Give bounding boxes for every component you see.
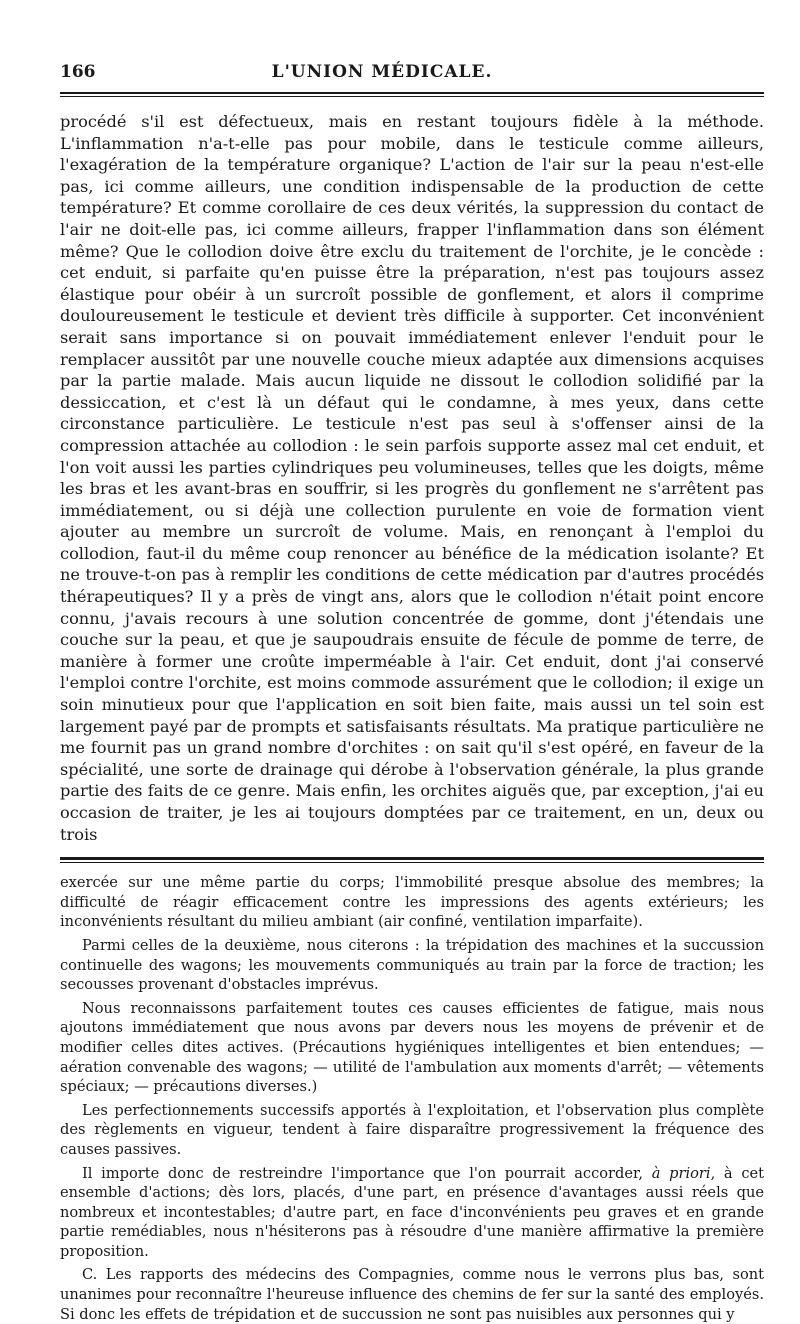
footnote-italic-text: à priori	[651, 1164, 711, 1182]
main-paragraph: procédé s'il est défectueux, mais en restant toujours fidèle à la méthode. L'inflammation n'a-t-elle pas pour mobile, dans le testicule comme ailleurs, l'exagération de la température organique? L'action de l'air sur la peau n'est-elle pas, ici comme ailleurs, une condition indispensable de la production de cette température? Et comme corollaire de ces deux vérités, la suppression du contact de l'air ne doit-elle pas, ici comme ailleurs, frapper l'inflammation dans son élément même? Que le collodion doive être exclu du traitement de l'orchite, je le concède : cet enduit, si parfaite qu'en puisse être la préparation, n'est pas toujours assez élastique pour obéir à un surcroît possible de gonflement, et alors il comprime douloureusement le testicule et devient très difficile à supporter. Cet inconvénient serait sans importance si on pouvait immédiatement enlever l'enduit pour le remplacer aussitôt par une nouvelle couche mieux adaptée aux dimensions acquises par la partie malade. Mais aucun liquide ne dissout le collodion solidifié par la dessiccation, et c'est là un défaut qui le condamne, à mes yeux, dans cette circonstance particulière. Le testicule n'est pas seul à s'offenser ainsi de la compression attachée au collodion : le sein parfois supporte assez mal cet enduit, et l'on voit aussi les parties cylindriques peu volumineuses, telles que les doigts, même les bras et les avant-bras en souffrir, si les progrès du gonflement ne s'arrêtent pas immédiatement, ou si déjà une collection purulente en voie de formation vient ajouter au membre un surcroît de volume. Mais, en renonçant à l'emploi du collodion, faut-il du même coup renoncer au bénéfice de la médication isolante? Et ne trouve-t-on pas à remplir les conditions de cette médication par d'autres procédés thérapeutiques? Il y a près de vingt ans, alors que le collodion n'était point encore connu, j'avais recours à une solution concentrée de gomme, dont j'étendais une couche sur la peau, et que je saupoudrais ensuite de fécule de pomme de terre, de manière à former une croûte imperméable à l'air. Cet enduit, dont j'ai conservé l'emploi contre l'orchite, est moins commode assurément que le collodion; il exige un soin minutieux pour que l'application en soit bien faite, mais aussi un tel soin est largement payé par de prompts et satisfaisants résultats. Ma pratique particulière ne me fournit pas un grand nombre d'orchites : on sait qu'il s'est opéré, en faveur de la spécialité, une sorte de drainage qui dérobe à l'observation générale, la plus grande partie des faits de ce genre. Mais enfin, les orchites aiguës que, par exception, j'ai eu occasion de traiter, je les ai toujours domptées par ce traitement, en un, deux ou trois	[60, 112, 764, 844]
footnote-separator-thin	[60, 862, 764, 863]
footnote-text: Il importe donc de restreindre l'importance que l'on pourrait accorder,	[82, 1164, 652, 1182]
footnote-paragraph: Les perfectionnements successifs apportés à l'exploitation, et l'observation plus complète des règlements en vigueur, tendent à faire disparaître progressivement la fréquence des causes passives.	[60, 1101, 764, 1158]
main-body-text	[60, 111, 764, 845]
footnote-paragraph: exercée sur une même partie du corps; l'immobilité presque absolue des membres; la difficulté de réagir efficacement contre les impressions des agents extérieurs; les inconvénients résultant du milieu ambiant (air confiné, ventilation imparfaite).	[60, 874, 764, 931]
footnote-text: , à cet ensemble d'actions; dès lors, placés, d'une part, en présence d'avantages aussi réels que nombreux et incontestables; d'autre part, en face d'inconvénients peu graves et en grande partie remédiables, nous n'hésiterons pas à résoudre d'une manière affirmative la première proposition.	[60, 1164, 764, 1260]
running-title: L'UNION MÉDICALE.	[271, 62, 493, 82]
footnote-paragraph	[60, 1164, 764, 1262]
footnote-paragraph: Parmi celles de la deuxième, nous citerons : la trépidation des machines et la succussion continuelle des wagons; les mouvements communiqués au train par la force de traction; les secousses provenant d'obstacles imprévus.	[60, 936, 764, 994]
footnotes	[60, 873, 764, 1324]
footnote-separator	[60, 857, 764, 860]
header-rule-thin	[60, 96, 764, 97]
footnote-paragraph: Nous reconnaissons parfaitement toutes ces causes efficientes de fatigue, mais nous ajoutons immédiatement que nous avons par devers nous les moyens de prévenir et de modifier celles dites actives. (Précautions hygiéniques intelligentes et bien entendues; — aération convenable des wagons; — utilité de l'ambulation aux moments d'arrêt; — vêtements spéciaux; — précautions diverses.)	[60, 999, 764, 1096]
footnote-paragraph: C. Les rapports des médecins des Compagnies, comme nous le verrons plus bas, sont unanimes pour reconnaître l'heureuse influence des chemins de fer sur la santé des employés. Si donc les effets de trépidation et de succussion ne sont pas nuisibles aux personnes qui y	[60, 1266, 764, 1323]
header-rule	[60, 92, 764, 94]
page-number: 166	[60, 62, 96, 82]
page-header	[60, 62, 764, 88]
